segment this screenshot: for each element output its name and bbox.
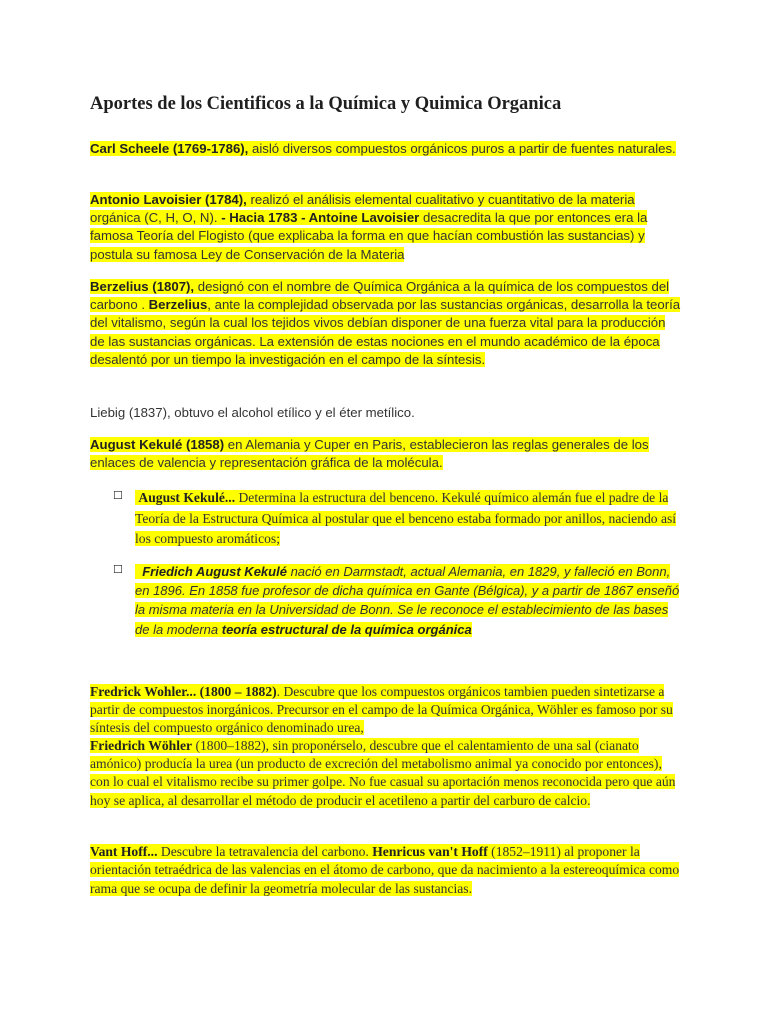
paragraph-liebig: Liebig (1837), obtuvo el alcohol etílico y el éter metílico. [90, 405, 415, 420]
lavoisier-text: realizó el análisis elemental cualitativo y cuantitativo de la materia orgánica (C, H, O, N). [90, 192, 635, 226]
paragraph-lavoisier [90, 191, 682, 264]
paragraph-scheele [90, 140, 682, 158]
kekule-text: en Alemania y Cuper en Paris, establecieron las reglas generales de los enlaces de valencia y representación gráfica de la molécula. [90, 437, 649, 471]
berzelius-text-2: , ante la complejidad observada por las sustancias orgánicas, desarrolla la teoría del vitalismo, según la cual los tejidos vivos debían disponer de una fuerza vital para la producción de las sustancias orgánicas. La extensión de estas nociones en el mundo académico de la época desalentó por un tiempo la investigación en el campo de la síntesis. [90, 297, 681, 367]
wohler-text: . Descubre que los compuestos orgánicos tambien pueden sintetizarse a partir de compuestos inorgánicos. Precursor en el campo de la Química Orgánica, Wöhler es famoso por su síntesis del compuesto orgánico denominado urea, [90, 684, 673, 736]
scheele-heading: Carl Scheele (1769-1786), [90, 141, 249, 156]
wohler-heading-2: Friedrich Wöhler [90, 738, 193, 754]
lavoisier-heading-2: - Hacia 1783 - Antoine Lavoisier [221, 210, 420, 226]
item2-heading: Friedich August Kekulé [142, 564, 287, 579]
item2-heading-2: teoría estructural de la química orgánica [221, 621, 472, 637]
berzelius-heading: Berzelius (1807), [90, 279, 195, 294]
item2-text: nació en Darmstadt, actual Alemania, en 1829, y falleció en Bonn, en 1896. En 1858 fue profesor de dicha química en Gante (Bélgica), y a partir de 1867 enseñó la misma materia en la Universidad de Bonn. Se le reconoce el establecimiento de las bases de la moderna [135, 564, 680, 637]
vant-hoff-heading-2: Henricus van't Hoff [372, 844, 488, 859]
berzelius-text: designó con el nombre de Química Orgánica a la química de los compuestos del carbono . [90, 279, 670, 313]
paragraph-vant-hoff [90, 843, 682, 898]
bullet-box-icon: ☐ [113, 563, 123, 576]
vant-hoff-text: Descubre la tetravalencia del carbono. [157, 844, 373, 859]
vant-hoff-text-2: (1852–1911) al proponer la orientación tetraédrica de las valencias en el átomo de carbono, que da nacimiento a la estereoquímica como rama que se ocupa de definir la geometría molecular de las sustancias. [90, 844, 680, 896]
lavoisier-text-2: desacredita la que por entonces era la famosa Teoría del Flogisto (que explicaba la forma en que hacían combustión las sustancias) y postula su famosa Ley de Conservación de la Materia [90, 210, 648, 262]
kekule-heading: August Kekulé (1858) [90, 437, 225, 452]
paragraph-berzelius [90, 278, 682, 369]
vant-hoff-heading: Vant Hoff... [90, 844, 158, 859]
paragraph-kekule [90, 436, 682, 472]
list-item-kekule-benceno [135, 488, 683, 550]
lavoisier-heading: Antonio Lavoisier (1784), [90, 192, 247, 207]
bullet-box-icon: ☐ [113, 489, 123, 502]
wohler-heading: Fredrick Wohler... (1800 – 1882) [90, 684, 277, 699]
paragraph-wohler [90, 683, 682, 810]
item1-text: Determina la estructura del benceno. Kekulé químico alemán fue el padre de la Teoría de la Estructura Química al postular que el benceno estaba formado por anillos, naciendo así los compuesto aromáticos; [135, 490, 677, 546]
scheele-text: aisló diversos compuestos orgánicos puros a partir de fuentes naturales. [248, 141, 676, 156]
list-item-kekule-bio [135, 562, 683, 639]
document-title: Aportes de los Cientificos a la Química y Quimica Organica [90, 94, 562, 114]
wohler-text-2: (1800–1882), sin proponérselo, descubre que el calentamiento de una sal (cianato amónico) producía la urea (un producto de excreción del metabolismo animal ya conocido por entonces), con lo cual el vitalismo recibe su primer golpe. No fue casual su aportación menos reconocida pero que aún hoy se aplica, al desarrollar el método de producir el acetileno a partir del carburo de calcio. [90, 738, 676, 808]
berzelius-heading-2: Berzelius [148, 297, 208, 313]
item1-heading: August Kekulé... [138, 490, 236, 505]
